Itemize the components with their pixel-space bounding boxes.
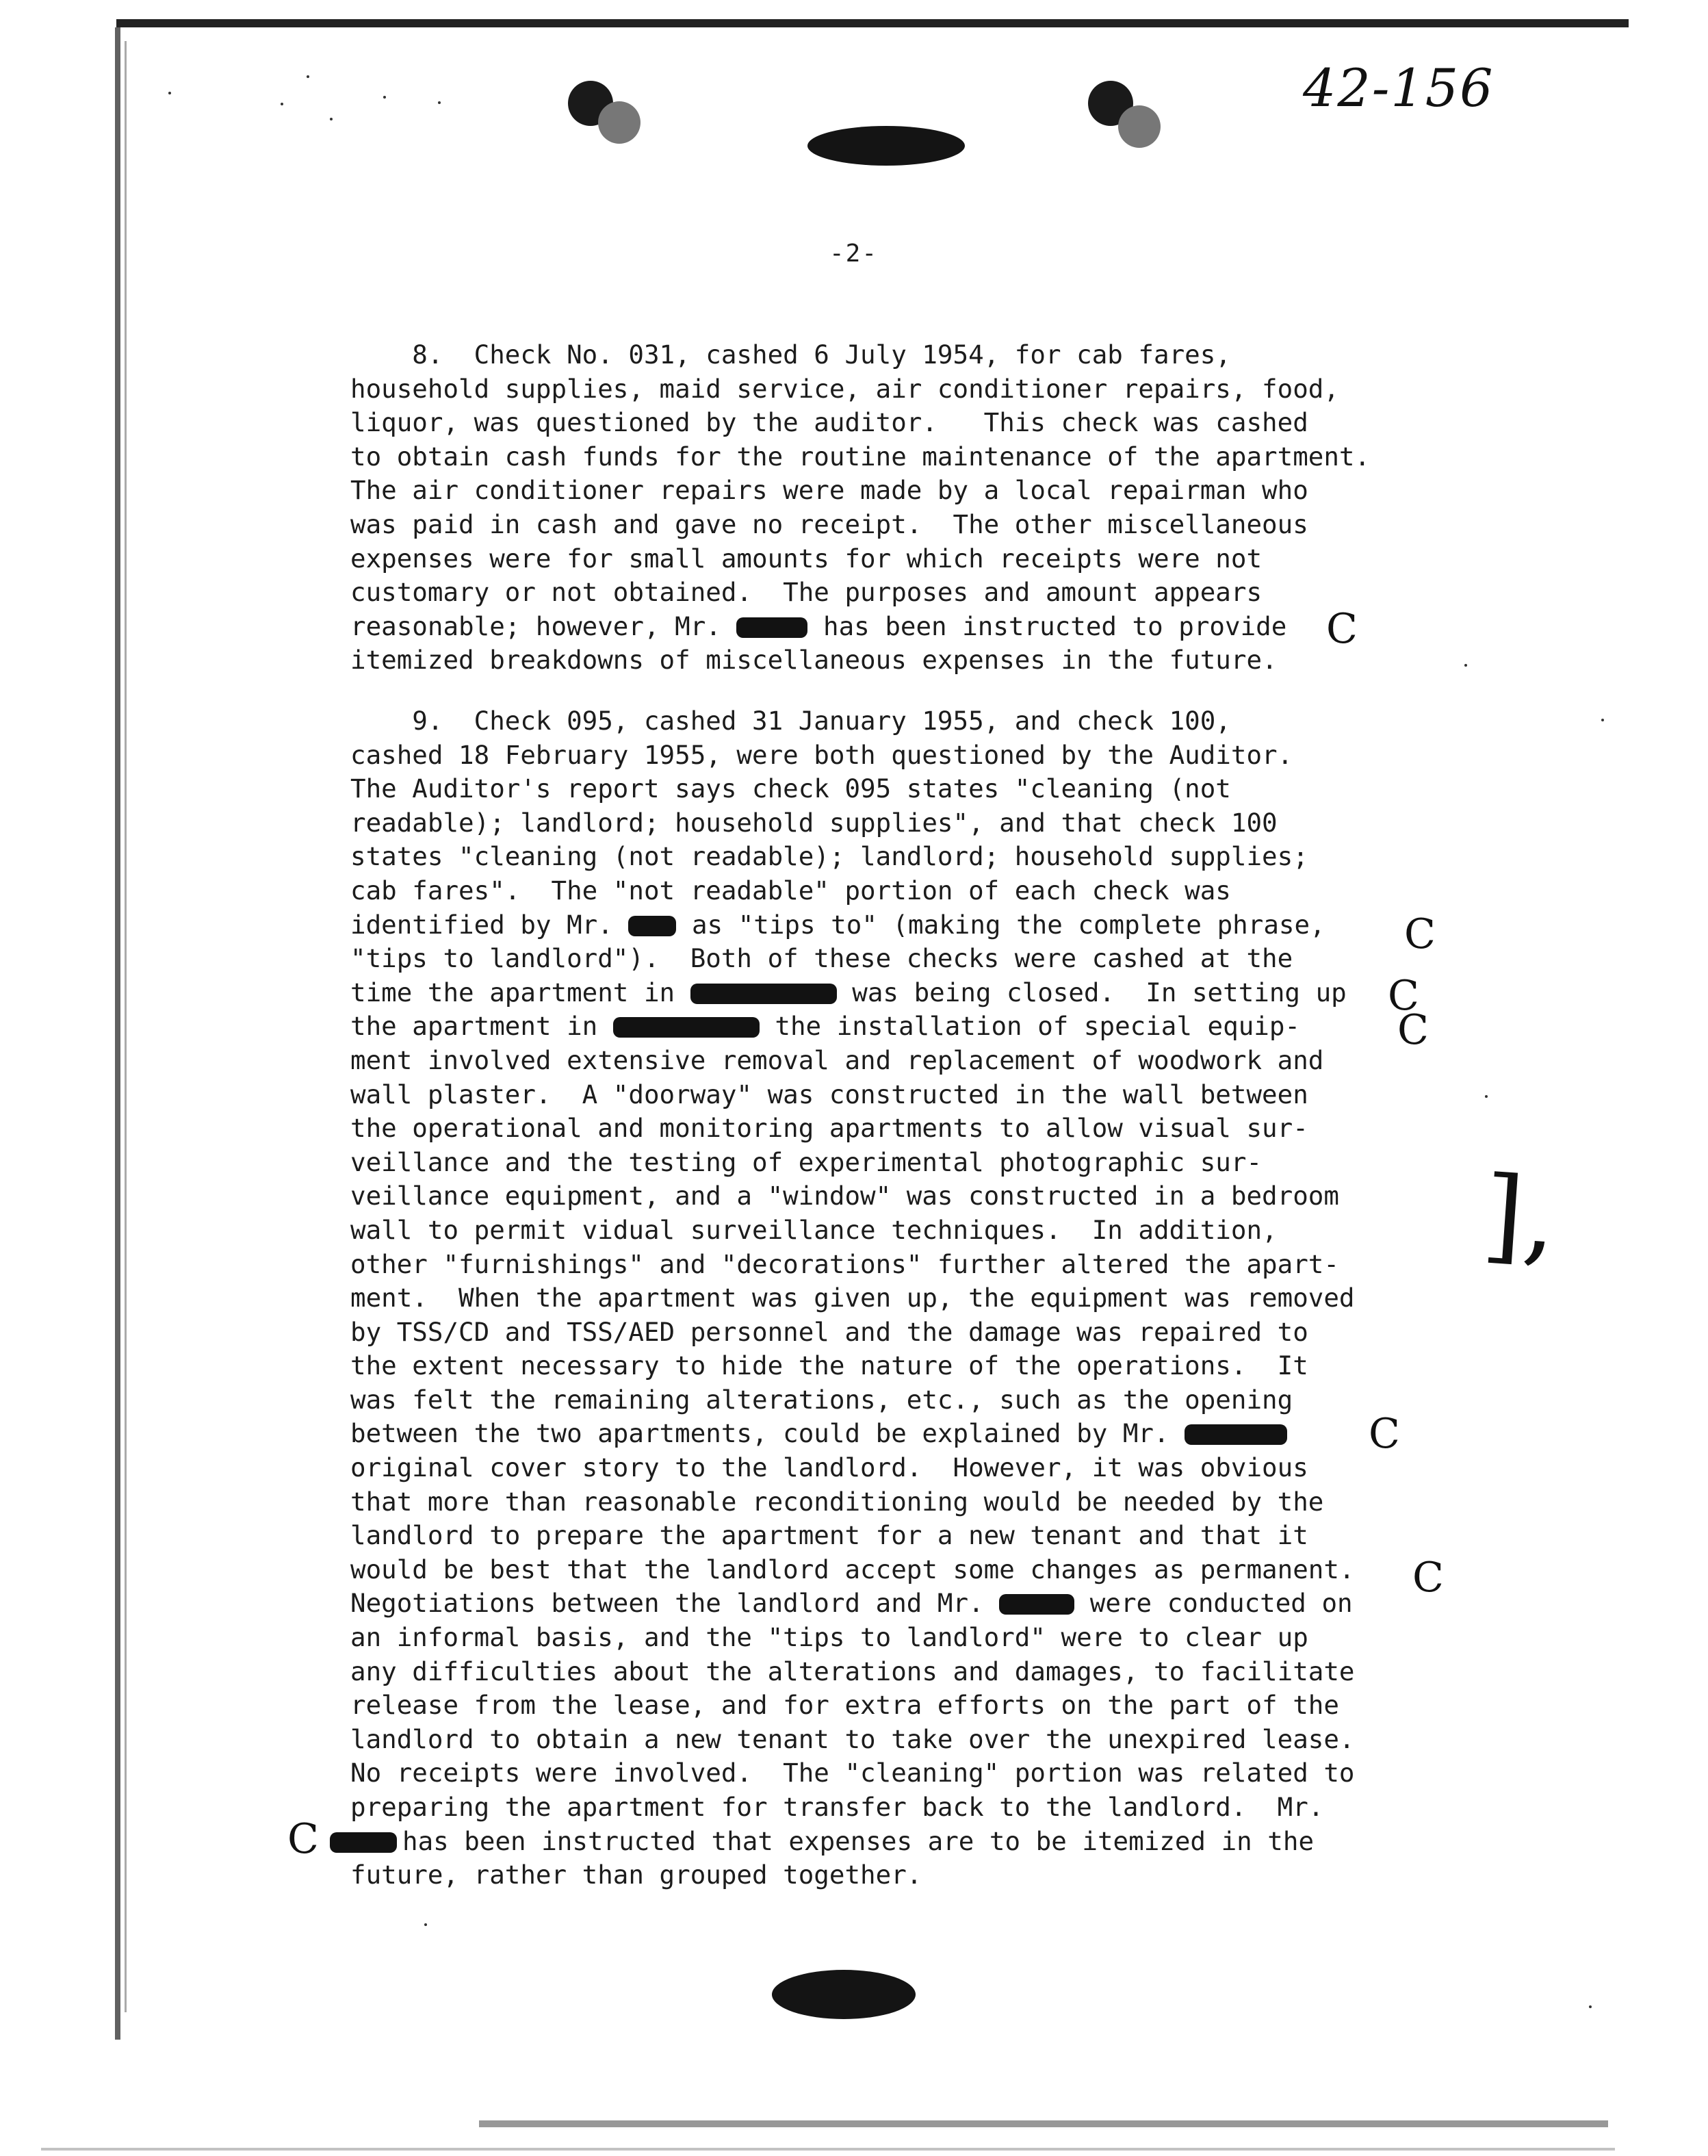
speck xyxy=(424,1923,427,1926)
redaction-bar xyxy=(613,1017,760,1038)
redaction-bar xyxy=(690,984,837,1004)
text-line: readable); landlord; household supplies", and that check 100 xyxy=(350,807,1278,838)
text-line xyxy=(350,976,1418,1010)
text-line: future, rather than grouped together. xyxy=(350,1860,922,1890)
scan-edge-left-inner xyxy=(125,41,127,2012)
text-segment: as "tips to" (making the complete phrase, xyxy=(676,909,1325,940)
text-line: cab fares". The "not readable" portion of each check was xyxy=(350,875,1231,906)
speck xyxy=(330,118,333,120)
text-line: The air conditioner repairs were made by a local repairman who xyxy=(350,475,1308,506)
text-line xyxy=(350,908,1418,942)
text-line xyxy=(350,1825,1418,1859)
text-segment: has been instructed to provide xyxy=(807,611,1287,641)
margin-c-mark: C xyxy=(1369,1410,1400,1458)
paragraph-9 xyxy=(350,704,1418,1892)
speck xyxy=(1464,664,1467,667)
text-line: veillance and the testing of experimental photographic sur- xyxy=(350,1146,1263,1177)
text-line: The Auditor's report says check 095 states "cleaning (not xyxy=(350,773,1231,804)
text-segment: has been instructed that expenses are to be itemized in the xyxy=(402,1825,1315,1856)
speck xyxy=(281,103,283,105)
redaction-bar xyxy=(628,916,676,936)
text-line: cashed 18 February 1955, were both questioned by the Auditor. xyxy=(350,739,1293,770)
speck xyxy=(168,92,171,94)
margin-c-mark: C xyxy=(1397,1006,1429,1054)
text-line: an informal basis, and the "tips to landlord" were to clear up xyxy=(350,1622,1308,1653)
margin-c-mark: C xyxy=(1404,910,1436,958)
speck xyxy=(1601,719,1604,721)
text-line: ment. When the apartment was given up, the equipment was removed xyxy=(350,1283,1355,1313)
text-line: by TSS/CD and TSS/AED personnel and the damage was repaired to xyxy=(350,1316,1308,1347)
text-line xyxy=(350,1010,1418,1044)
text-line: landlord to prepare the apartment for a new tenant and that it xyxy=(350,1520,1308,1551)
text-line: veillance equipment, and a "window" was constructed in a bedroom xyxy=(350,1181,1339,1211)
redaction-blot-bottom xyxy=(772,1970,916,2019)
text-segment: reasonable; however, Mr. xyxy=(350,611,737,641)
redaction-blot-top xyxy=(807,126,965,166)
text-line xyxy=(350,610,1418,644)
text-line: that more than reasonable reconditioning would be needed by the xyxy=(350,1486,1324,1517)
redaction-bar xyxy=(736,617,807,638)
scan-edge-top xyxy=(116,19,1629,27)
redaction-bar xyxy=(999,1594,1074,1615)
text-segment: Negotiations between the landlord and Mr. xyxy=(350,1588,1000,1619)
redaction-bar xyxy=(330,1832,397,1853)
speck xyxy=(383,96,386,99)
margin-c-mark: C xyxy=(287,1815,319,1863)
text-segment: were conducted on xyxy=(1074,1588,1353,1619)
text-line: customary or not obtained. The purposes and amount appears xyxy=(350,577,1263,608)
scan-edge-bottom-line xyxy=(41,2148,1615,2151)
text-line: wall to permit vidual surveillance techniques. In addition, xyxy=(350,1214,1278,1245)
margin-c-mark: C xyxy=(1326,605,1358,653)
scan-edge-left xyxy=(115,27,120,2040)
text-segment: was being closed. In setting up xyxy=(836,977,1347,1008)
speck xyxy=(1589,2005,1592,2008)
text-line: was felt the remaining alterations, etc., such as the opening xyxy=(350,1384,1293,1415)
text-line: the extent necessary to hide the nature of the operations. It xyxy=(350,1350,1308,1381)
text-line: states "cleaning (not readable); landlord; household supplies; xyxy=(350,841,1308,872)
margin-c-mark: C xyxy=(1388,972,1419,1020)
punch-hole-right-shadow xyxy=(1118,105,1161,148)
text-line: "tips to landlord"). Both of these checks were cashed at the xyxy=(350,943,1293,974)
text-segment: between the two apartments, could be explained by Mr. xyxy=(350,1418,1185,1449)
text-line: release from the lease, and for extra efforts on the part of the xyxy=(350,1690,1339,1721)
redaction-bar xyxy=(1185,1424,1287,1445)
handwritten-file-number: 42-156 xyxy=(1303,57,1494,118)
page-number: -2- xyxy=(829,240,879,268)
scan-edge-bottom xyxy=(479,2120,1608,2127)
text-segment: identified by Mr. xyxy=(350,909,629,940)
text-segment: the apartment in xyxy=(350,1011,613,1042)
text-line: other "furnishings" and "decorations" further altered the apart- xyxy=(350,1248,1339,1279)
text-line: the operational and monitoring apartments to allow visual sur- xyxy=(350,1113,1308,1144)
text-line xyxy=(350,1587,1418,1621)
text-line: 8. Check No. 031, cashed 6 July 1954, for cab fares, xyxy=(350,339,1231,370)
text-line: preparing the apartment for transfer back to the landlord. Mr. xyxy=(350,1792,1324,1822)
text-line: wall plaster. A "doorway" was constructed in the wall between xyxy=(350,1079,1308,1109)
text-line: was paid in cash and gave no receipt. The other miscellaneous xyxy=(350,509,1308,539)
text-line: liquor, was questioned by the auditor. This check was cashed xyxy=(350,407,1308,438)
text-line: any difficulties about the alterations and damages, to facilitate xyxy=(350,1656,1355,1686)
text-line: landlord to obtain a new tenant to take over the unexpired lease. xyxy=(350,1723,1355,1754)
punch-hole-left-shadow xyxy=(598,101,640,144)
text-line: ment involved extensive removal and replacement of woodwork and xyxy=(350,1044,1324,1075)
text-line: would be best that the landlord accept some changes as permanent. xyxy=(350,1554,1355,1584)
text-line: expenses were for small amounts for which receipts were not xyxy=(350,543,1263,574)
text-line xyxy=(350,1417,1418,1451)
speck xyxy=(438,101,441,104)
text-segment: time the apartment in xyxy=(350,977,690,1008)
text-line: itemized breakdowns of miscellaneous expenses in the future. xyxy=(350,645,1278,676)
margin-bracket-mark: ], xyxy=(1479,1154,1561,1279)
paragraph-8 xyxy=(350,338,1418,678)
text-line: household supplies, maid service, air conditioner repairs, food, xyxy=(350,373,1339,404)
text-line: to obtain cash funds for the routine maintenance of the apartment. xyxy=(350,441,1371,472)
text-segment: the installation of special equip- xyxy=(759,1011,1301,1042)
margin-c-mark: C xyxy=(1412,1554,1444,1602)
speck xyxy=(307,75,309,78)
text-line: No receipts were involved. The "cleaning" portion was related to xyxy=(350,1758,1355,1788)
text-line: original cover story to the landlord. However, it was obvious xyxy=(350,1452,1308,1483)
text-line: 9. Check 095, cashed 31 January 1955, and check 100, xyxy=(350,706,1231,736)
speck xyxy=(1485,1095,1488,1098)
